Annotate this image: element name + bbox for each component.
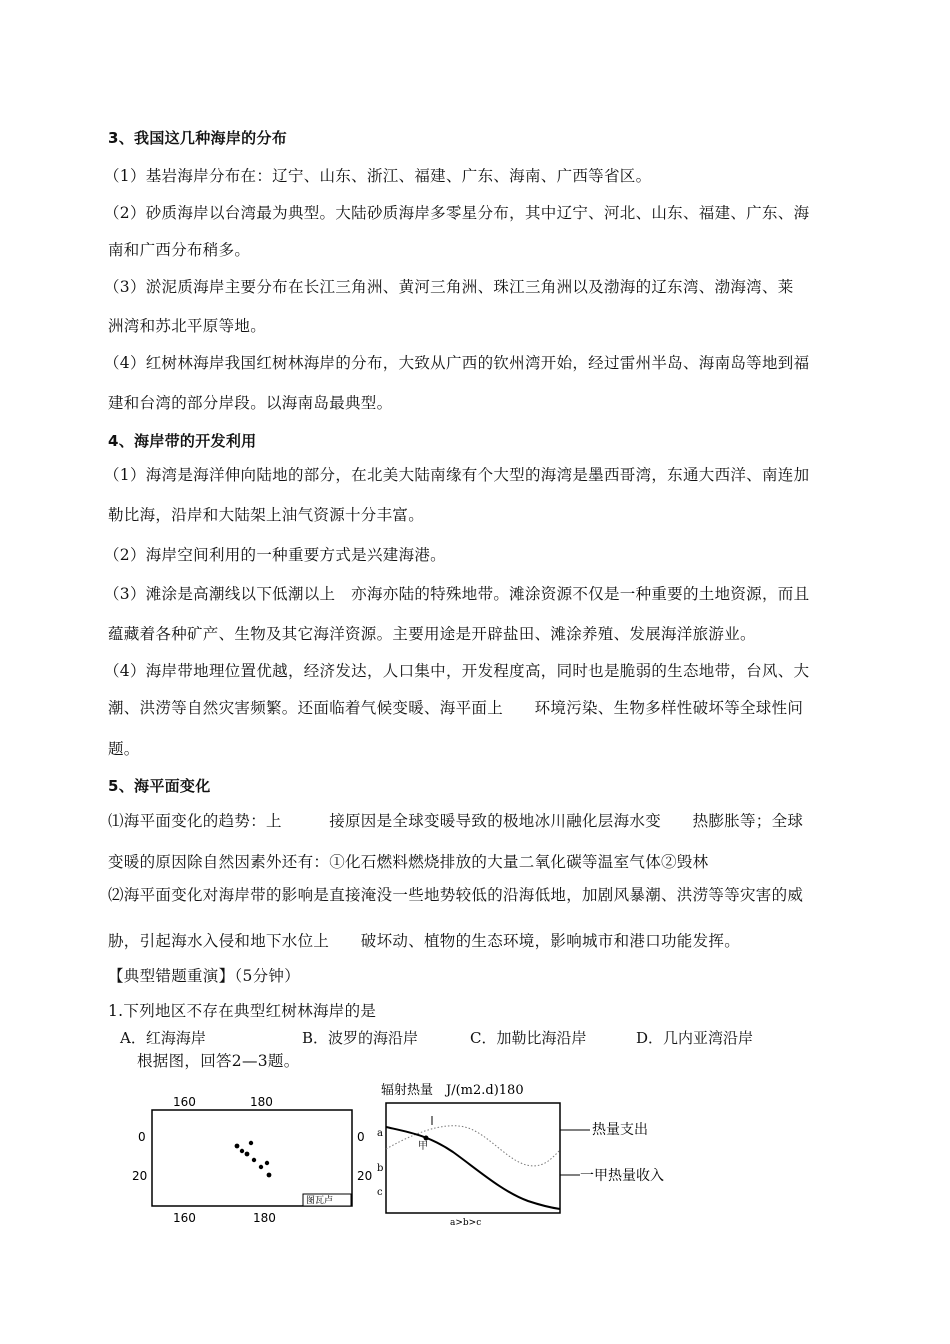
paragraph: 勒比海，沿岸和大陆架上油气资源十分丰富。: [108, 506, 425, 524]
map-legend-label: 图瓦卢: [306, 1196, 334, 1206]
option-d: D．几内亚湾沿岸: [636, 1029, 754, 1047]
island-marker: [235, 1144, 240, 1149]
section-3-heading: 3、我国这几种海岸的分布: [108, 129, 288, 147]
question-1: 1.下列地区不存在典型红树林海岸的是: [108, 1002, 377, 1020]
island-marker: [259, 1165, 263, 1169]
paragraph: 胁，引起海水入侵和地下水位上 破坏动、植物的生态环境，影响城市和港口功能发挥。: [108, 932, 741, 950]
option-a: A．红海海岸: [120, 1029, 206, 1047]
chart-frame: [386, 1103, 560, 1213]
point-jia-label: 甲: [418, 1141, 428, 1152]
section-4-heading: 4、海岸带的开发利用: [108, 432, 257, 450]
section-5-heading: 5、海平面变化: [108, 777, 211, 795]
paragraph: （4）海岸带地理位置优越，经济发达，人口集中，开发程度高，同时也是脆弱的生态地带，台风、大: [104, 662, 810, 680]
map-top-tick: 180: [250, 1095, 273, 1109]
paragraph: （3）淤泥质海岸主要分布在长江三角洲、黄河三角洲、珠江三角洲以及渤海的辽东湾、渤海湾、莱: [104, 278, 794, 296]
island-marker: [267, 1173, 272, 1178]
heat-expense-curve: [386, 1127, 560, 1209]
paragraph: （1）基岩海岸分布在：辽宁、山东、浙江、福建、广东、海南、广西等省区。: [104, 167, 652, 185]
review-heading: 【典型错题重演】（5分钟）: [108, 967, 301, 985]
map-top-tick: 160: [173, 1095, 196, 1109]
figure-intro: 根据图，回答2—3题。: [137, 1052, 300, 1070]
map-right-tick: 20: [357, 1169, 373, 1183]
legend-income: 一甲热量收入: [580, 1168, 664, 1184]
paragraph: 题。: [108, 740, 140, 758]
island-marker: [265, 1161, 269, 1165]
island-marker: [249, 1141, 253, 1145]
option-b: B．波罗的海沿岸: [302, 1029, 419, 1047]
paragraph: （1）海湾是海洋伸向陆地的部分，在北美大陆南缘有个大型的海湾是墨西哥湾，东通大西洋、南连加: [104, 466, 810, 484]
map-left-tick: 0: [138, 1130, 146, 1144]
paragraph: （2）海岸空间利用的一种重要方式是兴建海港。: [104, 546, 446, 564]
island-marker: [252, 1158, 256, 1162]
island-markers: [235, 1141, 272, 1178]
heat-income-curve: [386, 1126, 560, 1166]
paragraph: 建和台湾的部分岸段。以海南岛最典型。: [108, 394, 393, 412]
y-label-c: c: [377, 1187, 383, 1198]
map-bottom-tick: 160: [173, 1211, 196, 1225]
island-marker: [245, 1152, 250, 1157]
paragraph: 洲湾和苏北平原等地。: [108, 317, 267, 335]
map-frame: [152, 1110, 352, 1206]
map-right-tick: 0: [357, 1130, 365, 1144]
y-label-a: a: [377, 1128, 383, 1139]
map-left-tick: 20: [132, 1169, 148, 1183]
point-jia: [424, 1136, 429, 1141]
heat-chart: [368, 1080, 668, 1230]
paragraph: 潮、洪涝等自然灾害频繁。还面临着气候变暖、海平面上 环境污染、生物多样性破坏等全球性问: [108, 699, 804, 717]
x-axis-label: a>b>c: [450, 1218, 482, 1228]
paragraph: 变暖的原因除自然因素外还有：①化石燃料燃烧排放的大量二氧化碳等温室气体②毁林: [108, 853, 709, 871]
y-label-b: b: [377, 1163, 384, 1174]
option-c: C．加勒比海沿岸: [470, 1029, 587, 1047]
paragraph: （2）砂质海岸以台湾最为典型。大陆砂质海岸多零星分布，其中辽宁、河北、山东、福建、广东、海: [104, 204, 810, 222]
paragraph: （4）红树林海岸我国红树林海岸的分布，大致从广西的钦州湾开始，经过雷州半岛、海南岛等地到福: [104, 354, 810, 372]
paragraph: ⑵海平面变化对海岸带的影响是直接淹没一些地势较低的沿海低地，加剧风暴潮、洪涝等等灾害的威: [108, 886, 804, 904]
map-bottom-tick: 180: [253, 1211, 276, 1225]
paragraph: 蕴藏着各种矿产、生物及其它海洋资源。主要用途是开辟盐田、滩涂养殖、发展海洋旅游业。: [108, 625, 756, 643]
map-figure: [125, 1090, 385, 1230]
paragraph: 南和广西分布稍多。: [108, 241, 251, 259]
legend-expense: 热量支出: [592, 1122, 648, 1138]
heat-chart-title: 辐射热量 J/(m2.d)180: [381, 1083, 524, 1098]
paragraph: ⑴海平面变化的趋势：上 接原因是全球变暖导致的极地冰川融化层海水变 热膨胀等；全球: [108, 812, 804, 830]
island-marker: [240, 1149, 244, 1153]
paragraph: （3）滩涂是高潮线以下低潮以上 亦海亦陆的特殊地带。滩涂资源不仅是一种重要的土地资源，而且: [104, 585, 810, 603]
